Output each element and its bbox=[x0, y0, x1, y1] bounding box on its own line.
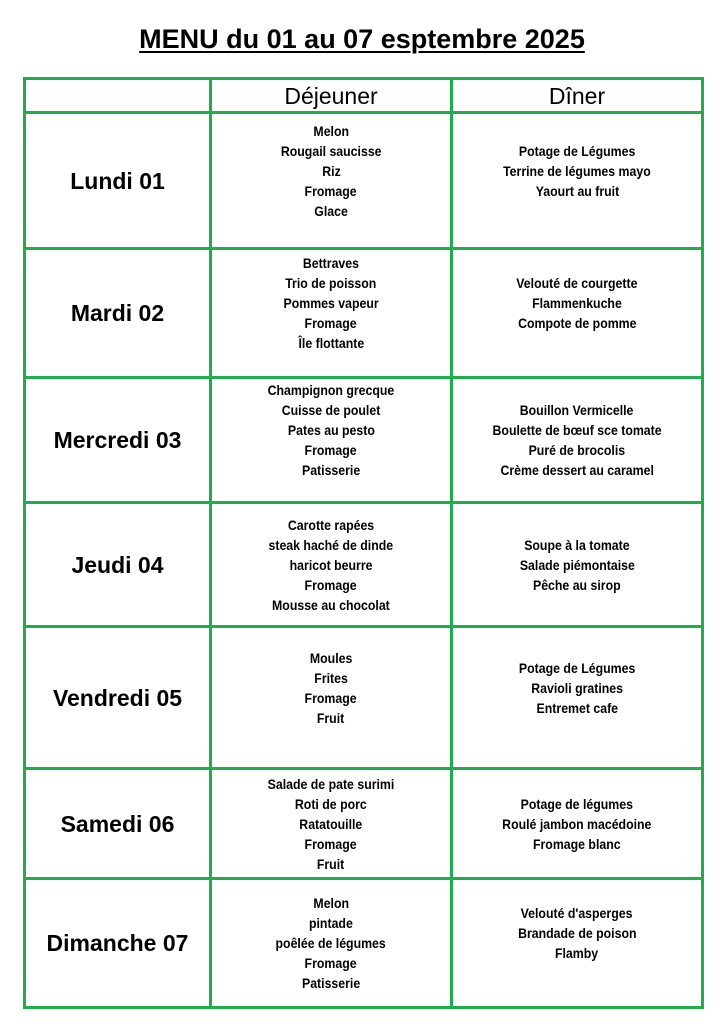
dish: Melon bbox=[313, 122, 349, 139]
dish: Patisserie bbox=[301, 975, 361, 991]
dinner-cell bbox=[452, 503, 703, 627]
dish: Potage de Légumes bbox=[518, 659, 636, 676]
table-row bbox=[25, 378, 703, 503]
dish: Cuisse de poulet bbox=[281, 402, 381, 418]
dish: Flammenkuche bbox=[532, 295, 622, 311]
lunch-cell bbox=[211, 879, 452, 1008]
dish: Fruit bbox=[317, 709, 345, 726]
dish: Compote de pomme bbox=[517, 315, 637, 331]
dish: Roulé jambon macédoine bbox=[502, 815, 652, 832]
dish: Brandade de poison bbox=[517, 925, 637, 941]
dish: Melon bbox=[313, 895, 349, 911]
lunch-dishes bbox=[212, 648, 450, 728]
dish: Fromage bbox=[304, 182, 358, 199]
dish: Fromage bbox=[304, 689, 358, 706]
dinner-dishes bbox=[453, 903, 701, 963]
dish: Salade piémontaise bbox=[519, 556, 635, 573]
dish: Île flottante bbox=[298, 335, 364, 351]
page-title: MENU du 01 au 07 esptembre 2025 bbox=[139, 24, 585, 54]
header-lunch: Déjeuner bbox=[211, 79, 452, 113]
header-row bbox=[25, 79, 703, 113]
day-label: Mercredi 03 bbox=[25, 378, 211, 503]
dish: Crème dessert au caramel bbox=[500, 462, 654, 478]
lunch-dishes bbox=[212, 774, 450, 874]
dish: Terrine de légumes mayo bbox=[503, 162, 651, 179]
dish: Pates au pesto bbox=[287, 422, 375, 438]
table-row bbox=[25, 769, 703, 879]
day-label: Jeudi 04 bbox=[25, 503, 211, 627]
dish: Trio de poisson bbox=[285, 275, 377, 291]
lunch-dishes bbox=[212, 515, 450, 615]
dish: Fromage bbox=[304, 955, 358, 971]
table-row bbox=[25, 249, 703, 378]
lunch-cell bbox=[211, 378, 452, 503]
lunch-cell bbox=[211, 627, 452, 769]
dish: Soupe à la tomate bbox=[524, 536, 630, 553]
lunch-dishes bbox=[212, 380, 450, 480]
dish: Ravioli gratines bbox=[531, 679, 623, 696]
dish: Bettraves bbox=[302, 255, 360, 271]
dish: Boulette de bœuf sce tomate bbox=[492, 422, 662, 438]
table-row bbox=[25, 627, 703, 769]
day-label: Dimanche 07 bbox=[25, 879, 211, 1008]
day-label: Vendredi 05 bbox=[25, 627, 211, 769]
dinner-cell bbox=[452, 627, 703, 769]
day-label: Samedi 06 bbox=[25, 769, 211, 879]
dinner-dishes bbox=[453, 400, 701, 480]
dish: Potage de Légumes bbox=[518, 142, 636, 159]
dinner-dishes bbox=[453, 535, 701, 595]
dinner-dishes bbox=[453, 658, 701, 718]
dish: Champignon grecque bbox=[267, 382, 395, 398]
dish: Frites bbox=[314, 669, 348, 686]
dish: Roti de porc bbox=[295, 795, 367, 812]
dish: Glace bbox=[314, 202, 348, 219]
dish: Bouillon Vermicelle bbox=[520, 402, 634, 418]
dish: Flamby bbox=[555, 945, 599, 961]
dish: Velouté d'asperges bbox=[521, 905, 633, 921]
day-label: Lundi 01 bbox=[25, 113, 211, 249]
dish: Mousse au chocolat bbox=[272, 596, 390, 613]
dish: Rougail saucisse bbox=[280, 142, 382, 159]
dish: Fromage bbox=[304, 315, 358, 331]
lunch-cell bbox=[211, 503, 452, 627]
dish: poêlée de légumes bbox=[275, 935, 387, 951]
menu-table bbox=[23, 77, 704, 1009]
dish: pintade bbox=[309, 915, 353, 931]
table-row bbox=[25, 113, 703, 249]
dinner-dishes bbox=[453, 141, 701, 201]
dinner-cell bbox=[452, 769, 703, 879]
dish: haricot beurre bbox=[289, 556, 373, 573]
lunch-dishes bbox=[212, 893, 450, 993]
dish: steak haché de dinde bbox=[268, 536, 394, 553]
dish: Salade de pate surimi bbox=[267, 775, 395, 792]
dish: Fromage bbox=[304, 835, 358, 852]
dish: Fruit bbox=[317, 855, 345, 872]
dish: Patisserie bbox=[301, 462, 361, 478]
dish: Puré de brocolis bbox=[528, 442, 626, 458]
dinner-dishes bbox=[453, 273, 701, 333]
dish: Moules bbox=[309, 649, 353, 666]
dish: Fromage blanc bbox=[533, 835, 621, 852]
table-row bbox=[25, 879, 703, 1008]
lunch-cell bbox=[211, 113, 452, 249]
dinner-cell bbox=[452, 879, 703, 1008]
dinner-cell bbox=[452, 378, 703, 503]
table-row bbox=[25, 503, 703, 627]
dish: Entremet cafe bbox=[536, 699, 618, 716]
dish: Riz bbox=[321, 162, 341, 179]
dish: Ratatouille bbox=[299, 815, 363, 832]
header-dinner: Dîner bbox=[452, 79, 703, 113]
lunch-cell bbox=[211, 249, 452, 378]
dish: Fromage bbox=[304, 576, 358, 593]
dinner-dishes bbox=[453, 794, 701, 854]
dish: Pommes vapeur bbox=[283, 295, 379, 311]
day-label: Mardi 02 bbox=[25, 249, 211, 378]
dish: Yaourt au fruit bbox=[535, 182, 619, 199]
dinner-cell bbox=[452, 113, 703, 249]
dish: Potage de légumes bbox=[520, 795, 634, 812]
dish: Pêche au sirop bbox=[533, 576, 621, 593]
lunch-cell bbox=[211, 769, 452, 879]
lunch-dishes bbox=[212, 121, 450, 221]
header-day-cell bbox=[25, 79, 211, 113]
dish: Carotte rapées bbox=[287, 516, 375, 533]
lunch-dishes bbox=[212, 253, 450, 353]
dish: Velouté de courgette bbox=[516, 275, 638, 291]
dinner-cell bbox=[452, 249, 703, 378]
dish: Fromage bbox=[304, 442, 358, 458]
